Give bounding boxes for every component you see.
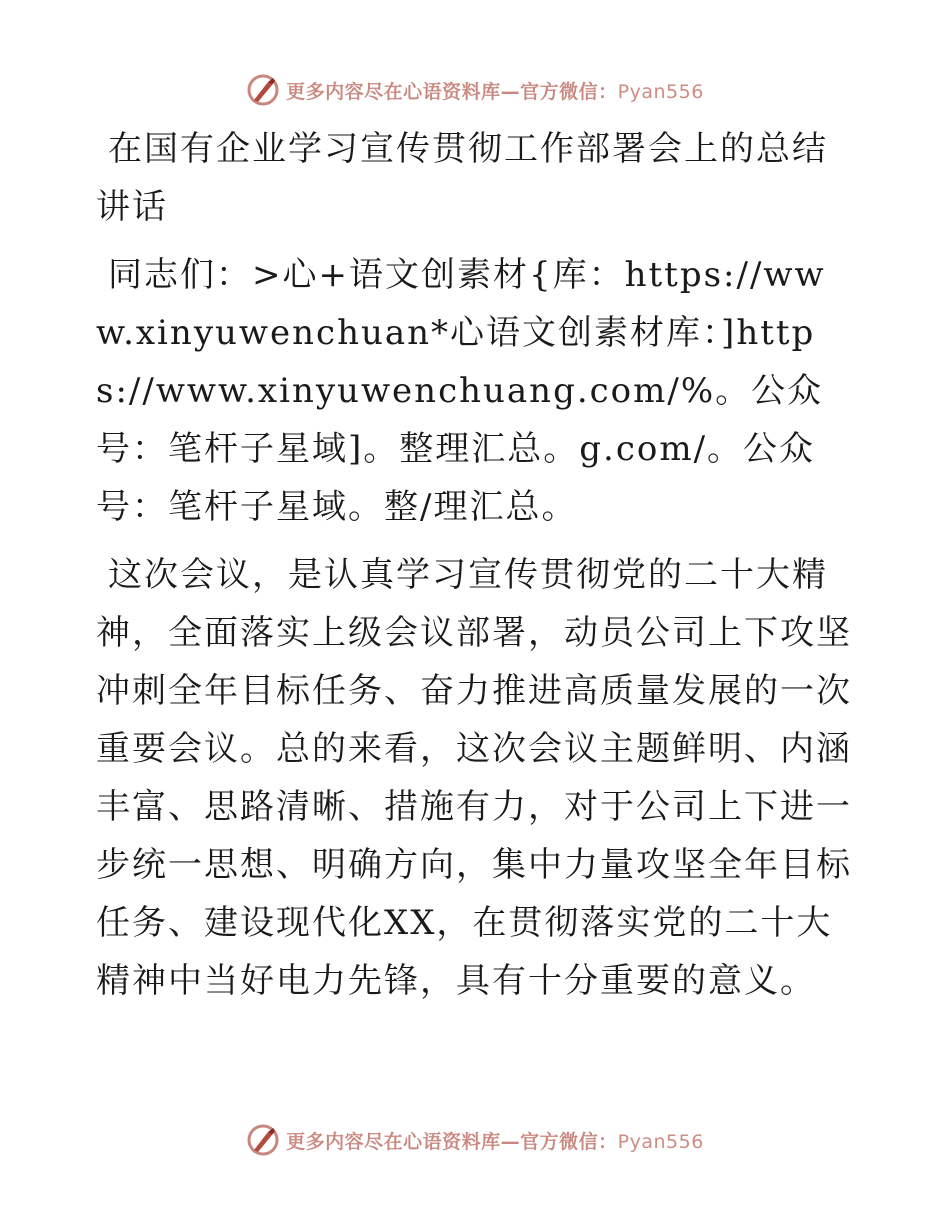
footer-watermark	[0, 1120, 950, 1160]
quill-pen-logo-icon	[246, 1123, 280, 1157]
quill-pen-logo-icon	[246, 73, 280, 107]
watermark-account: Pyan556	[617, 1130, 704, 1153]
header-watermark	[0, 70, 950, 110]
paragraph-greeting: 同志们：>心+语文创素材{库：https://www.xinyuwenchuan*心语文创素材库：]https://www.xinyuwenchuang.com/%。公众号：笔杆子星域]。整理汇总。g.com/。公众号：笔杆子星域。整/理汇总。	[96, 255, 826, 527]
document-body	[96, 120, 856, 1020]
paragraph-meeting-summary: 这次会议，是认真学习宣传贯彻党的二十大精神，全面落实上级会议部署，动员公司上下攻坚冲刺全年目标任务、奋力推进高质量发展的一次重要会议。总的来看，这次会议主题鲜明、内涵丰富、思路清晰、措施有力，对于公司上下进一步统一思想、明确方向，集中力量攻坚全年目标任务、建设现代化XX，在贯彻落实党的二十大精神中当好电力先锋，具有十分重要的意义。	[96, 555, 852, 1001]
watermark-text: 更多内容尽在心语资料库—官方微信：Pyan556	[286, 1130, 704, 1153]
watermark-text: 更多内容尽在心语资料库—官方微信：Pyan556	[286, 80, 704, 103]
document-title: 在国有企业学习宣传贯彻工作部署会上的总结讲话	[96, 129, 828, 227]
watermark-account: Pyan556	[617, 80, 704, 103]
